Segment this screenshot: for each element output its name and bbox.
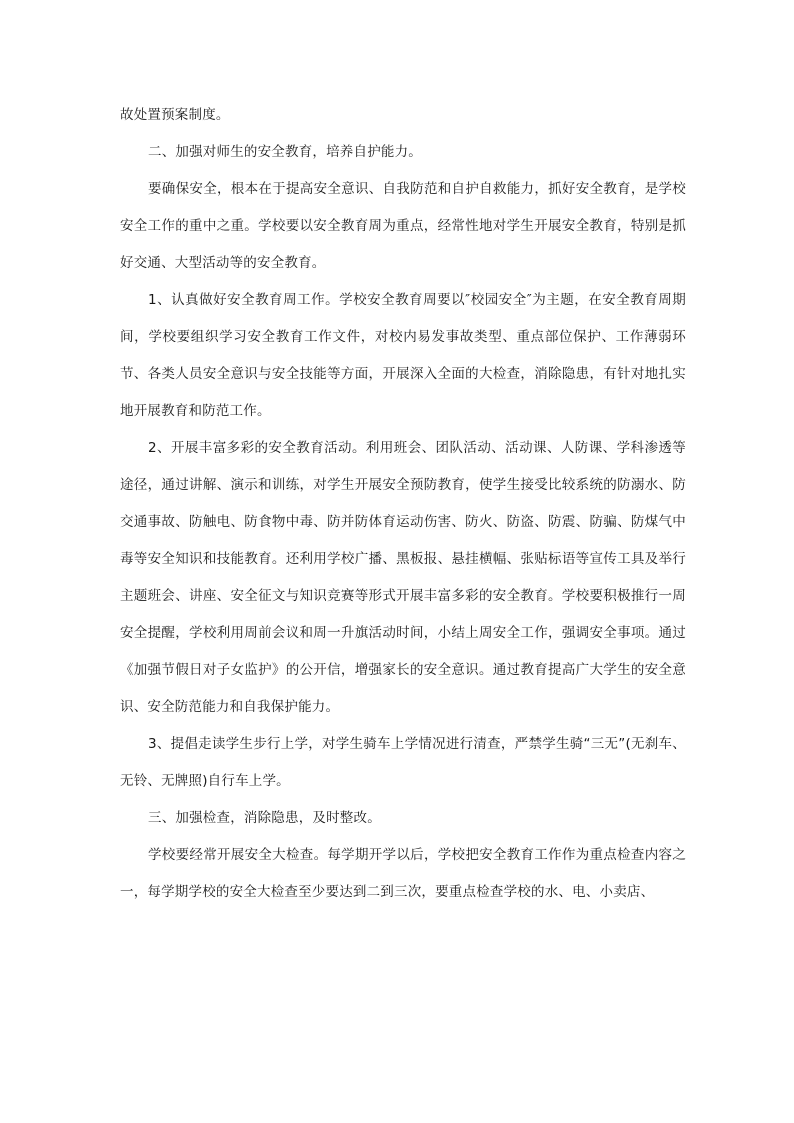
paragraph-body: 学校要经常开展安全大检查。每学期开学以后，学校把安全教育工作作为重点检查内容之一，每学期学校的安全大检查至少要达到二到三次，要重点检查学校的水、电、小卖店、: [120, 847, 686, 900]
section-heading-3: 三、加强检查，消除隐患，及时整改。: [148, 810, 381, 826]
section-heading-2: 二、加强对师生的安全教育，培养自护能力。: [148, 144, 422, 160]
paragraph-body: 要确保安全，根本在于提高安全意识、自我防范和自护自救能力，抓好安全教育，是学校安全工作的重中之重。学校要以安全教育周为重点，经常性地对学生开展安全教育，特别是抓好交通、大型活动等的安全教育。: [120, 181, 686, 271]
document-body: [120, 97, 686, 911]
list-item-3: 3、提倡走读学生步行上学，对学生骑车上学情况进行清查，严禁学生骑“三无”(无刹车、无铃、无牌照)自行车上学。: [120, 736, 686, 789]
list-item-2: 2、开展丰富多彩的安全教育活动。利用班会、团队活动、活动课、人防课、学科渗透等途径，通过讲解、演示和训练，对学生开展安全预防教育，使学生接受比较系统的防溺水、防交通事故、防触电、防食物中毒、防并防体育运动伤害、防火、防盗、防震、防骗、防煤气中毒等安全知识和技能教育。还利用学校广播、黑板报、悬挂横幅、张贴标语等宣传工具及举行主题班会、讲座、安全征文与知识竞赛等形式开展丰富多彩的安全教育。学校要积极推行一周安全提醒，学校利用周前会议和周一升旗活动时间，小结上周安全工作，强调安全事项。通过《加强节假日对子女监护》的公开信，增强家长的安全意识。通过教育提高广大学生的安全意识、安全防范能力和自我保护能力。: [120, 440, 686, 715]
paragraph-continuation: 故处置预案制度。: [120, 107, 230, 123]
list-item-1: 1、认真做好安全教育周工作。学校安全教育周要以″校园安全″为主题，在安全教育周期间，学校要组织学习安全教育工作文件，对校内易发事故类型、重点部位保护、工作薄弱环节、各类人员安全意识与安全技能等方面，开展深入全面的大检查，消除隐患，有针对地扎实地开展教育和防范工作。: [120, 292, 686, 419]
